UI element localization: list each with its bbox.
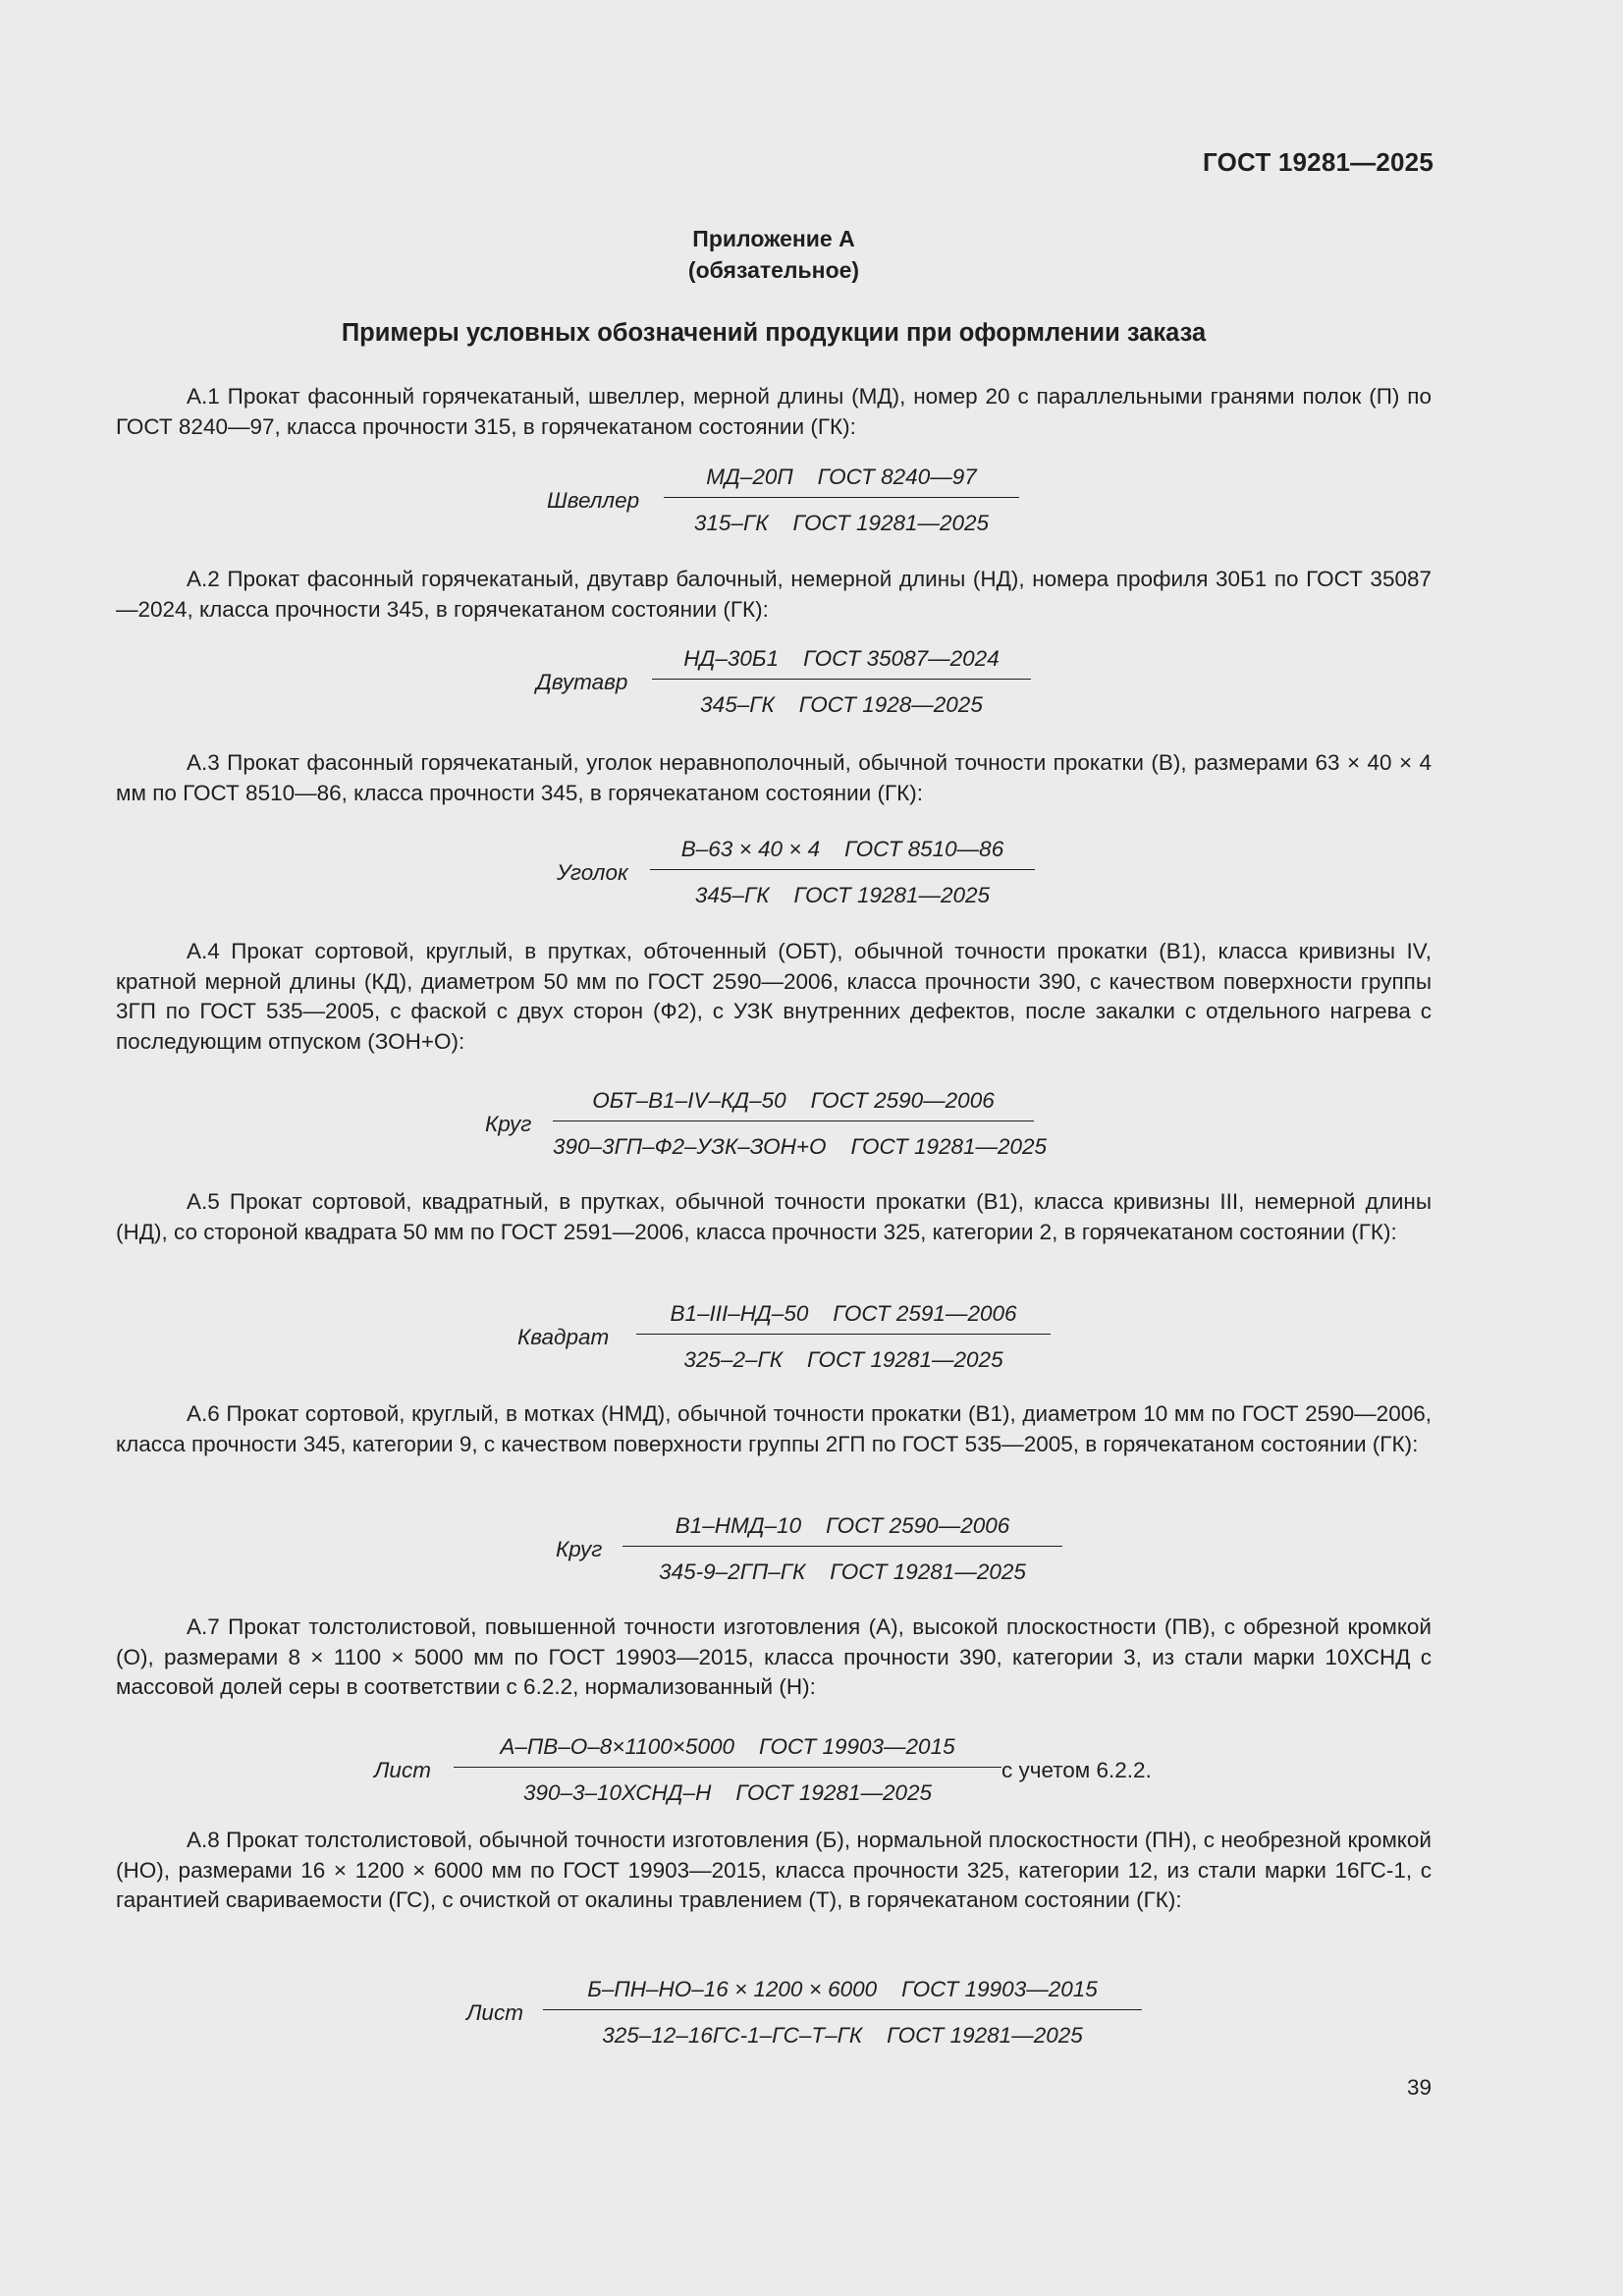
formula-a6: [116, 1510, 1432, 1589]
paragraph-a8: [116, 1826, 1432, 1916]
paragraph-a4-text: А.4 Прокат сортовой, круглый, в прутках, обточенный (ОБТ), обычной точности прокатки (В1), класса кривизны IV, кратной мерной длины (КД), диаметром 50 мм по ГОСТ 2590—2006, класса прочности 390, с качеством поверхности группы 3ГП по ГОСТ 535—2005, с фаской с двух сторон (Ф2), с УЗК внутренних дефектов, после закалки с отдельного нагрева с последующим отпуском (ЗОН+О):: [116, 939, 1432, 1054]
formula-a5-denominator: 325–2–ГК ГОСТ 19281—2025: [683, 1347, 1003, 1372]
document-page: [116, 0, 1432, 2296]
fraction-bar: [636, 1334, 1051, 1335]
paragraph-a4: [116, 937, 1432, 1057]
formula-a1-name: Швеллер: [547, 488, 640, 513]
formula-a2-numerator: НД–30Б1 ГОСТ 35087—2024: [683, 646, 1000, 671]
formula-a6-denominator: 345-9–2ГП–ГК ГОСТ 19281—2025: [659, 1559, 1026, 1584]
paragraph-a7-text: А.7 Прокат толстолистовой, повышенной точности изготовления (А), высокой плоскостности (ПВ), с обрезной кромкой (О), размерами 8 × 1100 × 5000 мм по ГОСТ 19903—2015, класса прочности 390, категории 3, из стали марки 10ХСНД с массовой долей серы в соответствии с 6.2.2, нормализованный (Н):: [116, 1614, 1432, 1699]
appendix-title: Примеры условных обозначений продукции при оформлении заказа: [341, 319, 1207, 347]
formula-a2: [116, 643, 1432, 722]
fraction-bar: [652, 679, 1031, 680]
formula-a7-numerator: А–ПВ–О–8×1100×5000 ГОСТ 19903—2015: [500, 1734, 955, 1759]
fraction-bar: [543, 2009, 1142, 2010]
formula-a1-denominator: 315–ГК ГОСТ 19281—2025: [693, 511, 990, 535]
formula-a7-name: Лист: [374, 1758, 431, 1782]
formula-a4: [116, 1085, 1432, 1164]
formula-a7-note: с учетом 6.2.2.: [1001, 1758, 1152, 1782]
formula-a5-numerator: В1–III–НД–50 ГОСТ 2591—2006: [670, 1301, 1017, 1326]
formula-a3-numerator: В–63 × 40 × 4 ГОСТ 8510—86: [680, 837, 1004, 861]
formula-a8: [116, 1974, 1432, 2052]
appendix-label: Приложение А: [692, 226, 855, 251]
fraction-bar: [454, 1767, 1001, 1768]
paragraph-a2-text: А.2 Прокат фасонный горячекатаный, двутавр балочный, немерной длины (НД), номера профиля 30Б1 по ГОСТ 35087—2024, класса прочности 345, в горячекатаном состоянии (ГК):: [116, 567, 1432, 622]
formula-a5: [116, 1298, 1432, 1377]
paragraph-a3: [116, 748, 1432, 808]
formula-a7: [116, 1731, 1432, 1810]
formula-a2-name: Двутавр: [536, 670, 628, 694]
paragraph-a3-text: А.3 Прокат фасонный горячекатаный, уголок неравнополочный, обычной точности прокатки (В), размерами 63 × 40 × 4 мм по ГОСТ 8510—86, класса прочности 345, в горячекатаном состоянии (ГК):: [116, 750, 1432, 805]
formula-a8-numerator: Б–ПН–НО–16 × 1200 × 6000 ГОСТ 19903—2015: [587, 1977, 1098, 2001]
formula-a6-name: Круг: [556, 1537, 603, 1561]
paragraph-a5-text: А.5 Прокат сортовой, квадратный, в прутках, обычной точности прокатки (В1), класса кривизны III, немерной длины (НД), со стороной квадрата 50 мм по ГОСТ 2591—2006, класса прочности 325, категории 2, в горячекатаном состоянии (ГК):: [116, 1189, 1432, 1244]
formula-a8-denominator: 325–12–16ГС-1–ГС–Т–ГК ГОСТ 19281—2025: [602, 2023, 1083, 2048]
document-code: ГОСТ 19281—2025: [1203, 147, 1434, 177]
formula-a1-numerator: МД–20П ГОСТ 8240—97: [706, 465, 977, 489]
formula-a8-name: Лист: [466, 2000, 523, 2025]
paragraph-a1-text: А.1 Прокат фасонный горячекатаный, швеллер, мерной длины (МД), номер 20 с параллельными гранями полок (П) по ГОСТ 8240—97, класса прочности 315, в горячекатаном состоянии (ГК):: [116, 384, 1432, 439]
fraction-bar: [664, 497, 1019, 498]
paragraph-a6-text: А.6 Прокат сортовой, круглый, в мотках (НМД), обычной точности прокатки (В1), диаметром 10 мм по ГОСТ 2590—2006, класса прочности 345, категории 9, с качеством поверхности группы 2ГП по ГОСТ 535—2005, в горячекатаном состоянии (ГК):: [116, 1401, 1432, 1456]
formula-a7-denominator: 390–3–10ХСНД–Н ГОСТ 19281—2025: [522, 1780, 933, 1805]
appendix-status: (обязательное): [687, 257, 860, 283]
formula-a3-name: Уголок: [557, 860, 628, 885]
paragraph-a5: [116, 1187, 1432, 1247]
fraction-bar: [650, 869, 1035, 870]
formula-a4-name: Круг: [485, 1112, 532, 1136]
formula-a4-numerator: ОБТ–В1–IV–КД–50 ГОСТ 2590—2006: [592, 1088, 995, 1113]
formula-a3-denominator: 345–ГК ГОСТ 19281—2025: [694, 883, 991, 907]
page-number: 39: [1406, 2075, 1432, 2100]
formula-a2-denominator: 345–ГК ГОСТ 1928—2025: [700, 692, 983, 717]
appendix-heading: [116, 223, 1432, 286]
formula-a4-denominator: 390–3ГП–Ф2–УЗК–ЗОН+О ГОСТ 19281—2025: [553, 1134, 1048, 1159]
paragraph-a1: [116, 382, 1432, 442]
paragraph-a2: [116, 565, 1432, 625]
formula-a1: [116, 462, 1432, 540]
fraction-bar: [622, 1546, 1062, 1547]
paragraph-a7: [116, 1613, 1432, 1703]
formula-a6-numerator: В1–НМД–10 ГОСТ 2590—2006: [675, 1513, 1010, 1538]
paragraph-a6: [116, 1399, 1432, 1459]
paragraph-a8-text: А.8 Прокат толстолистовой, обычной точности изготовления (Б), нормальной плоскостности (ПН), с необрезной кромкой (НО), размерами 16 × 1200 × 6000 мм по ГОСТ 19903—2015, класса прочности 325, категории 12, из стали марки 16ГС-1, с гарантией свариваемости (ГС), с очисткой от окалины травлением (Т), в горячекатаном состоянии (ГК):: [116, 1828, 1432, 1912]
formula-a3: [116, 834, 1432, 912]
formula-a5-name: Квадрат: [517, 1325, 610, 1349]
